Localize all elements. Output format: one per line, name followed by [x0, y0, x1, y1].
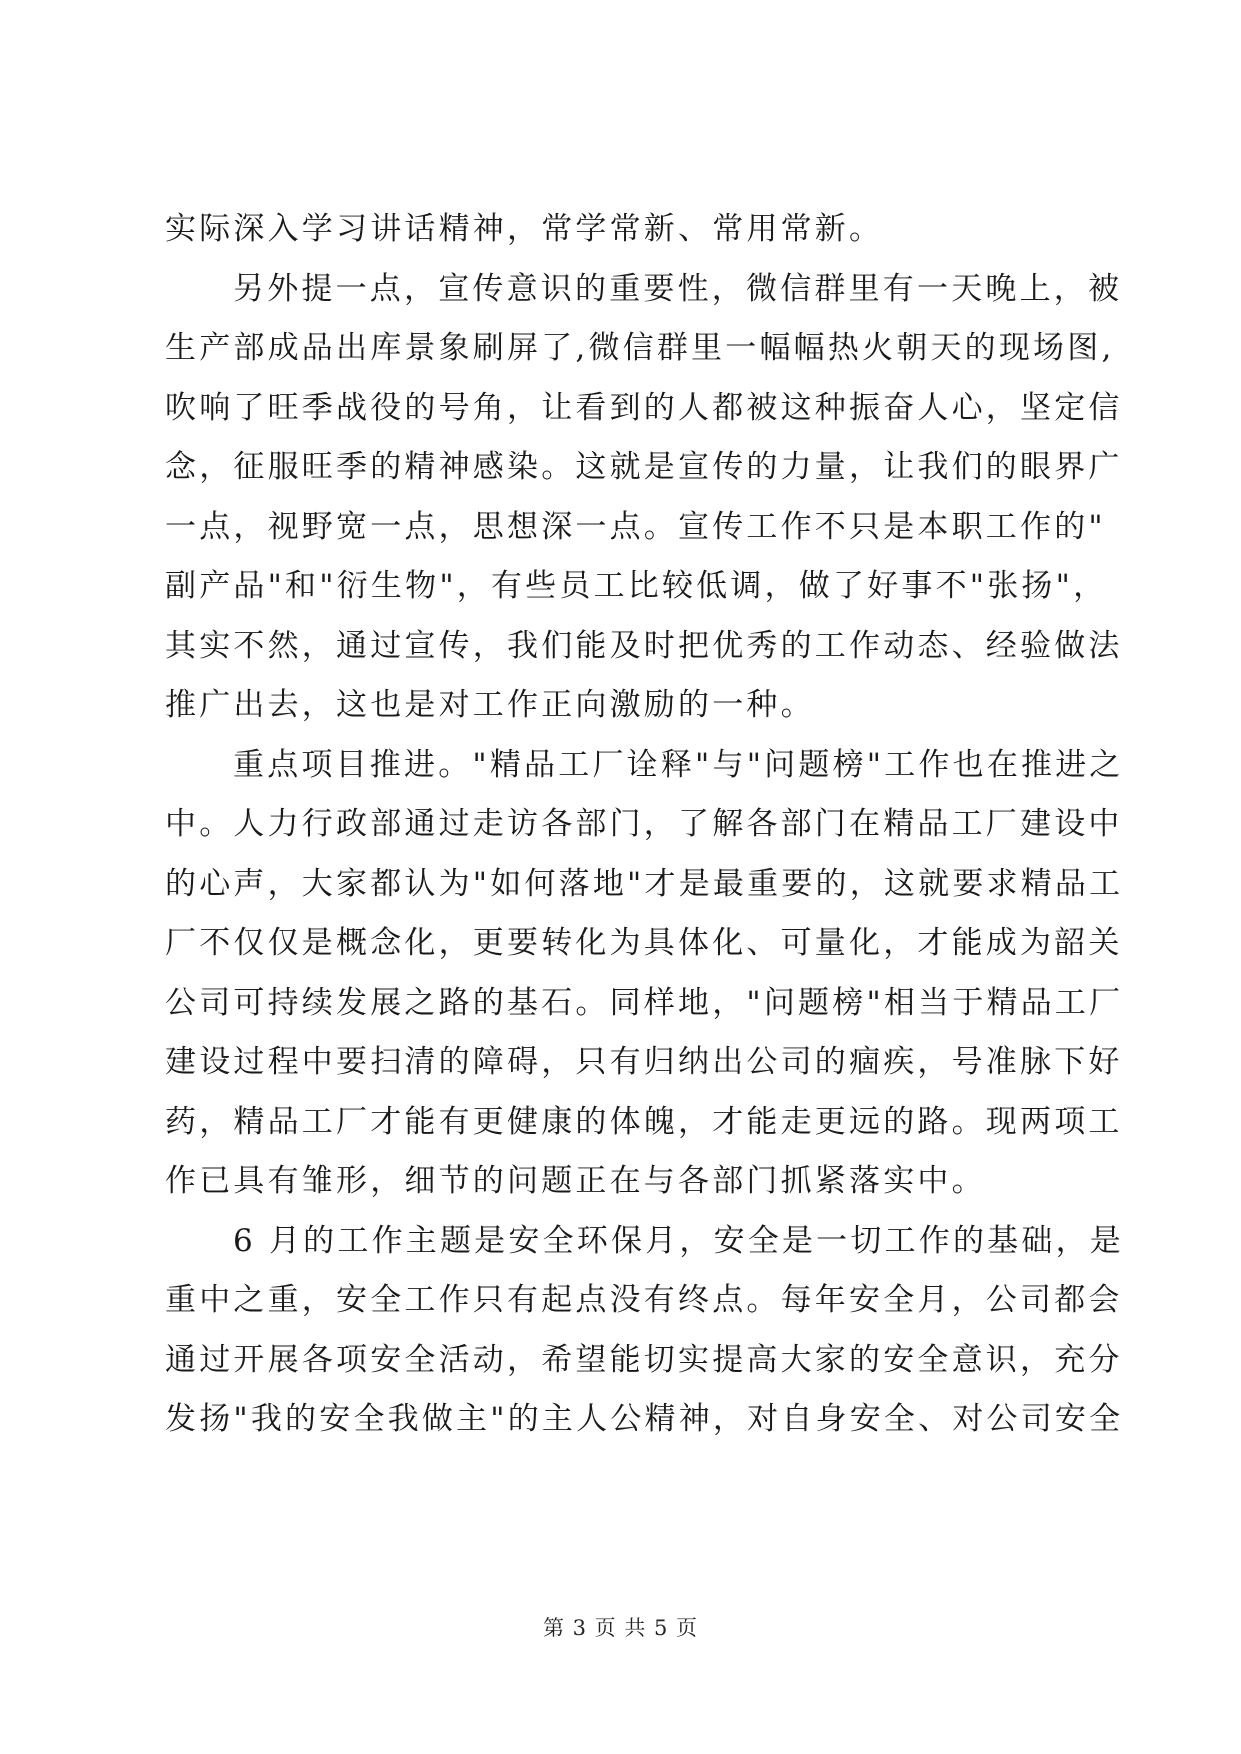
document-body: [165, 200, 1124, 1450]
text-line: 念，征服旺季的精神感染。这就是宣传的力量，让我们的眼界广: [165, 449, 1123, 485]
text-line: 吹响了旺季战役的号角，让看到的人都被这种振奋人心，坚定信: [165, 389, 1123, 426]
text-line: 副产品"和"衍生物"，有些员工比较低调，做了好事不"张扬"，: [165, 568, 1108, 604]
text-line: 重点项目推进。"精品工厂诠释"与"问题榜"工作也在推进之: [233, 746, 1124, 783]
text-line: 6 月的工作主题是安全环保月，安全是一切工作的基础，是: [233, 1222, 1124, 1259]
text-line: 其实不然，通过宣传，我们能及时把优秀的工作动态、经验做法: [165, 627, 1123, 664]
text-line: 通过开展各项安全活动，希望能切实提高大家的安全意识，充分: [165, 1341, 1123, 1378]
text-line: 推广出去，这也是对工作正向激励的一种。: [165, 687, 815, 723]
text-line: 发扬"我的安全我做主"的主人公精神，对自身安全、对公司安全: [165, 1401, 1124, 1437]
page-number-footer: 第 3 页 共 5 页: [542, 1616, 699, 1640]
text-line: 重中之重，安全工作只有起点没有终点。每年安全月，公司都会: [165, 1282, 1123, 1318]
text-line: 厂不仅仅是概念化，更要转化为具体化、可量化，才能成为韶关: [165, 925, 1123, 961]
text-line: 生产部成品出库景象刷屏了,微信群里一幅幅热火朝天的现场图,: [165, 330, 1115, 366]
text-line: 作已具有雏形，细节的问题正在与各部门抓紧落实中。: [165, 1163, 986, 1199]
text-line: 的心声，大家都认为"如何落地"才是最重要的，这就要求精品工: [165, 865, 1124, 902]
text-line: 药，精品工厂才能有更健康的体魄，才能走更远的路。现两项工: [165, 1103, 1123, 1140]
text-line: 中。人力行政部通过走访各部门，了解各部门在精品工厂建设中: [165, 806, 1123, 842]
text-line: 另外提一点，宣传意识的重要性，微信群里有一天晚上，被: [233, 270, 1123, 307]
text-line: 公司可持续发展之路的基石。同样地，"问题榜"相当于精品工厂: [165, 984, 1124, 1021]
text-line: 实际深入学习讲话精神，常学常新、常用常新。: [165, 211, 884, 247]
text-line: 一点，视野宽一点，思想深一点。宣传工作不只是本职工作的": [165, 508, 1106, 545]
text-line: 建设过程中要扫清的障碍，只有归纳出公司的痼疾，号准脉下好: [165, 1044, 1123, 1080]
